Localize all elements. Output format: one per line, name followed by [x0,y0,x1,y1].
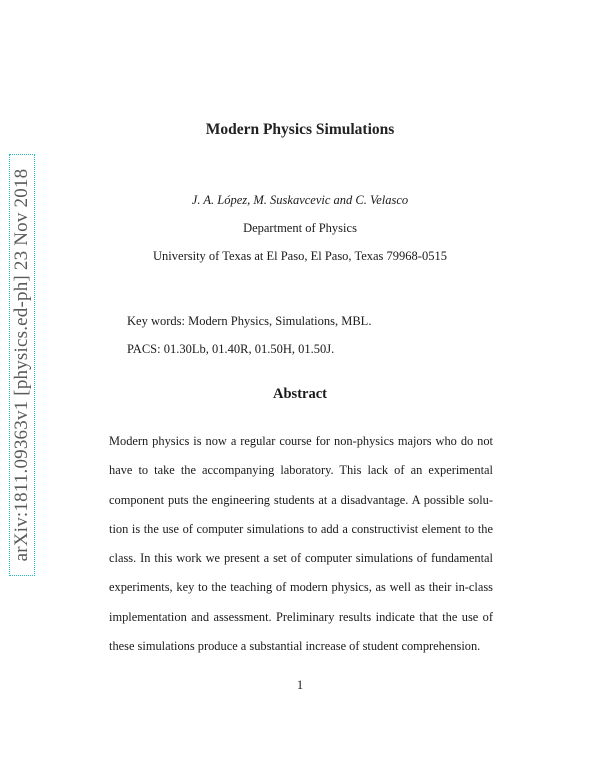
abstract-line: experiments, key to the teaching of modern physics, as well as their in-class [109,580,493,595]
abstract-line: implementation and assessment. Preliminary results indicate that the use of [109,609,493,624]
abstract-line: class. In this work we present a set of computer simulations of fundamental [109,551,493,566]
page-number: 1 [296,678,304,692]
abstract-heading: Abstract [273,386,327,402]
university-address: University of Texas at El Paso, El Paso, Texas 79968-0515 [153,249,447,263]
abstract-line: Modern physics is now a regular course for non-physics majors who do not [109,434,493,448]
author-list: J. A. López, M. Suskavcevic and C. Velasco [191,193,409,207]
arxiv-identifier-box[interactable] [9,154,35,576]
pacs-codes: PACS: 01.30Lb, 01.40R, 01.50H, 01.50J. [127,342,335,356]
keywords: Key words: Modern Physics, Simulations, MBL. [127,314,372,328]
paper-title: Modern Physics Simulations [205,121,395,138]
abstract-line: tion is the use of computer simulations to add a constructivist element to the [109,521,493,536]
abstract-line: these simulations produce a substantial increase of student comprehension. [109,639,481,654]
abstract-body [109,434,493,668]
abstract-line: have to take the accompanying laboratory. This lack of an experimental [109,463,493,478]
department: Department of Physics [243,221,357,235]
abstract-line: component puts the engineering students at a disadvantage. A possible solu- [109,492,493,507]
arxiv-identifier: arXiv:1811.09363v1 [physics.ed-ph] 23 Nov 2018 [11,168,32,562]
